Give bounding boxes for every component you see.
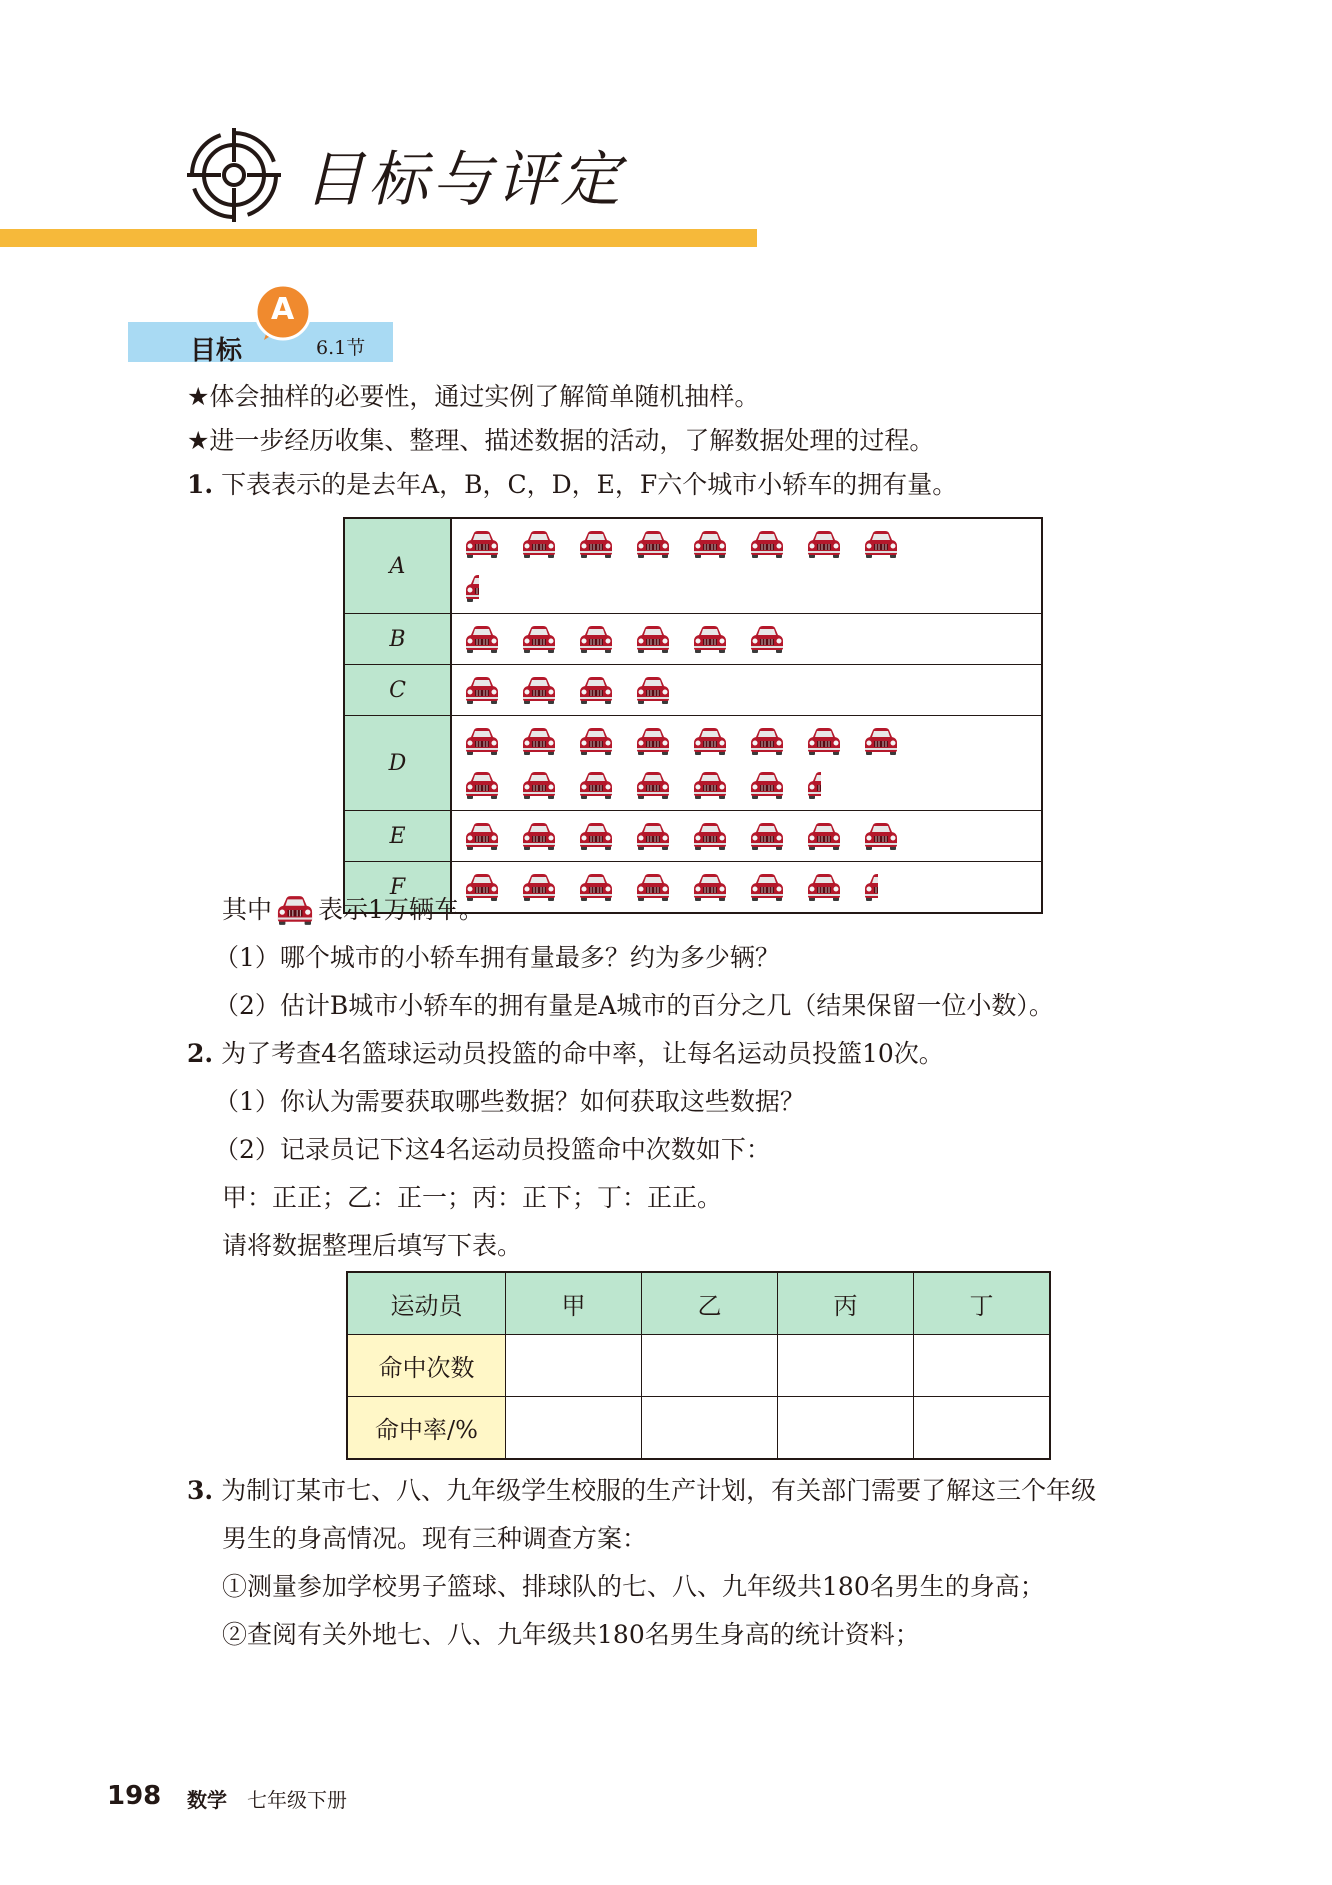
car-icons (452, 811, 1041, 861)
row-header-rate: 命中率/% (347, 1397, 506, 1460)
car-icon (521, 624, 557, 654)
car-icon (863, 726, 899, 756)
car-icon (521, 770, 557, 800)
page-number: 198 (107, 1781, 162, 1811)
table-cell (506, 1397, 642, 1460)
car-icon (578, 529, 614, 559)
car-icon (578, 624, 614, 654)
car-icon (464, 675, 500, 705)
car-icons (452, 716, 1041, 810)
goal-section: 6.1节 (316, 337, 366, 359)
car-icon (635, 529, 671, 559)
pictograph-table (343, 517, 1043, 914)
pictograph-row-b (345, 613, 1041, 664)
car-icon (749, 726, 785, 756)
pictograph-row-e (345, 810, 1041, 861)
question-3 (187, 1476, 1096, 1506)
city-label: B (345, 614, 452, 664)
car-icons (452, 665, 1041, 715)
question-text: 为了考查4名篮球运动员投篮的命中率，让每名运动员投篮10次。 (221, 1039, 944, 1068)
car-icon (806, 821, 842, 851)
legend-suffix: 表示1万辆车。 (318, 895, 484, 924)
car-icon (521, 726, 557, 756)
car-icon (521, 821, 557, 851)
car-icon (521, 872, 557, 902)
car-icon (464, 821, 500, 851)
table-instruction: 请将数据整理后填写下表。 (222, 1231, 523, 1260)
car-icon (464, 624, 500, 654)
question-text: 下表表示的是去年A，B，C，D，E，F六个城市小轿车的拥有量。 (221, 470, 958, 499)
table-cell (914, 1335, 1051, 1397)
car-icon (692, 624, 728, 654)
question-3-option-2: ②查阅有关外地七、八、九年级共180名男生身高的统计资料； (222, 1620, 920, 1649)
car-icon (635, 770, 671, 800)
car-icon (521, 675, 557, 705)
car-icon (578, 675, 614, 705)
objective-2: ★进一步经历收集、整理、描述数据的活动，了解数据处理的过程。 (187, 426, 935, 455)
pictograph-row-c (345, 664, 1041, 715)
car-icon (749, 770, 785, 800)
city-label: D (345, 716, 452, 810)
car-icon (749, 821, 785, 851)
car-icons (452, 519, 1041, 613)
table-cell (914, 1397, 1051, 1460)
car-icon (274, 894, 316, 926)
table-cell (642, 1397, 778, 1460)
objective-1: ★体会抽样的必要性，通过实例了解简单随机抽样。 (187, 382, 760, 411)
car-icon (578, 821, 614, 851)
table-cell (506, 1335, 642, 1397)
table-cell (778, 1335, 914, 1397)
table-header-cell: 乙 (642, 1272, 778, 1335)
car-icon (806, 529, 842, 559)
question-text: 为制订某市七、八、九年级学生校服的生产计划，有关部门需要了解这三个年级 (221, 1476, 1097, 1505)
table-header-cell: 丙 (778, 1272, 914, 1335)
car-icon (578, 872, 614, 902)
car-icon (806, 770, 821, 800)
car-icon (863, 821, 899, 851)
car-icon (863, 529, 899, 559)
tally-record: 甲：正正；乙：正一；丙：正下；丁：正正。 (222, 1183, 723, 1212)
table-cell (642, 1335, 778, 1397)
car-icon (464, 529, 500, 559)
car-icon (521, 529, 557, 559)
table-header-cell: 丁 (914, 1272, 1051, 1335)
car-icon (635, 624, 671, 654)
car-icon (464, 726, 500, 756)
pictograph-legend (222, 894, 484, 926)
city-label: A (345, 519, 452, 613)
table-header-cell: 运动员 (347, 1272, 506, 1335)
question-1-sub-2: （2）估计B城市小轿车的拥有量是A城市的百分之几（结果保留一位小数）。 (214, 991, 1054, 1020)
car-icon (635, 821, 671, 851)
car-icon (635, 726, 671, 756)
title-underline-bar (0, 229, 757, 247)
car-icon (806, 726, 842, 756)
city-label: C (345, 665, 452, 715)
question-3-line-2: 男生的身高情况。现有三种调查方案： (222, 1524, 648, 1553)
question-2 (187, 1039, 944, 1069)
question-1 (187, 470, 957, 500)
car-icon (692, 821, 728, 851)
pictograph-row-a (345, 519, 1041, 613)
goal-badge-letter: A (271, 292, 295, 327)
question-number: 2. (187, 1039, 214, 1068)
footer-grade: 七年级下册 (247, 1788, 347, 1812)
legend-prefix: 其中 (222, 895, 273, 924)
row-header-hits: 命中次数 (347, 1335, 506, 1397)
car-icons (452, 862, 1041, 912)
car-icon (749, 529, 785, 559)
goal-label: 目标 (190, 336, 243, 366)
car-icon (749, 624, 785, 654)
question-3-option-1: ①测量参加学校男子篮球、排球队的七、八、九年级共180名男生的身高； (222, 1572, 1045, 1601)
chapter-title: 目标与评定 (304, 145, 624, 215)
question-number: 1. (187, 470, 214, 499)
question-1-sub-1: （1）哪个城市的小轿车拥有量最多？约为多少辆？ (214, 943, 780, 972)
car-icon (635, 675, 671, 705)
car-icon (863, 872, 878, 902)
car-icon (578, 726, 614, 756)
car-icon (806, 872, 842, 902)
city-label: F (345, 862, 452, 912)
table-header-cell: 甲 (506, 1272, 642, 1335)
question-2-sub-1: （1）你认为需要获取哪些数据？如何获取这些数据？ (214, 1087, 805, 1116)
car-icon (692, 726, 728, 756)
car-icon (749, 872, 785, 902)
car-icon (578, 770, 614, 800)
car-icon (692, 872, 728, 902)
question-number: 3. (187, 1476, 214, 1505)
target-icon (185, 126, 283, 224)
car-icon (464, 770, 500, 800)
table-cell (778, 1397, 914, 1460)
city-label: E (345, 811, 452, 861)
question-2-sub-2: （2）记录员记下这4名运动员投篮命中次数如下： (214, 1135, 771, 1164)
shooting-table (346, 1271, 1051, 1460)
car-icon (464, 573, 479, 603)
footer-subject: 数学 (187, 1788, 227, 1812)
car-icon (692, 529, 728, 559)
car-icon (635, 872, 671, 902)
car-icon (692, 770, 728, 800)
car-icons (452, 614, 1041, 664)
pictograph-row-d (345, 715, 1041, 810)
